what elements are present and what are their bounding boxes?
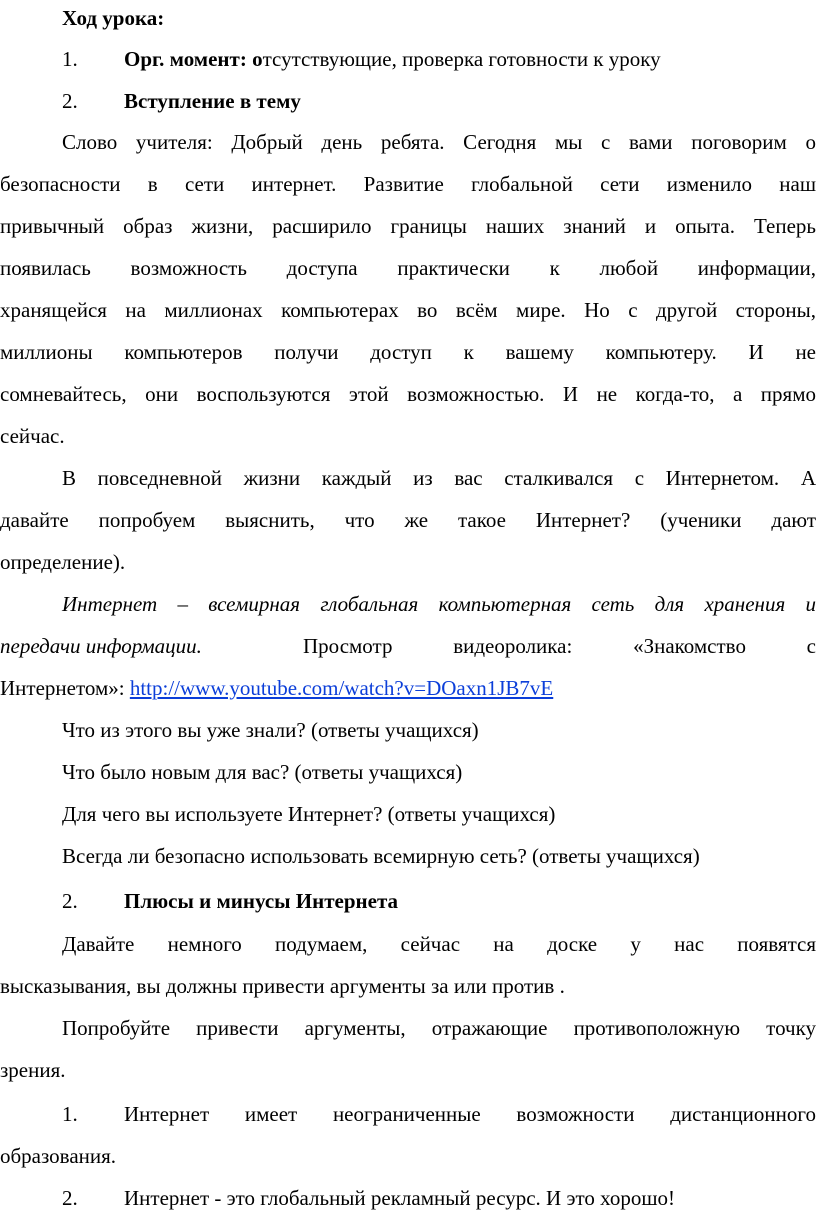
video-intro-text: Просмотр видеоролика: «Знакомство с — [303, 634, 816, 658]
paragraph-line: безопасности в сети интернет. Развитие глобальной сети изменило наш — [0, 172, 816, 196]
paragraph-line: хранящейся на миллионах компьютерах во всём мире. Но с другой стороны, — [0, 298, 816, 322]
statement-item — [0, 1183, 816, 1213]
item-text — [124, 44, 661, 74]
video-link-prefix: Интернетом»: — [0, 676, 130, 700]
paragraph-line: сомневайтесь, они воспользуются этой возможностью. И не когда-то, а прямо — [0, 382, 816, 406]
item-intro-topic — [0, 86, 816, 116]
definition-line: Интернет – всемирная глобальная компьютерная сеть для хранения и — [62, 592, 816, 616]
definition-italic: передачи информации. — [0, 634, 202, 658]
question-line: Что из этого вы уже знали? (ответы учащихся) — [62, 718, 479, 742]
paragraph-line: давайте попробуем выяснить, что же такое Интернет? (ученики дают — [0, 508, 816, 532]
paragraph-line: определение). — [0, 550, 126, 574]
paragraph-line: появилась возможность доступа практически к любой информации, — [0, 256, 816, 280]
question-line: Для чего вы используете Интернет? (ответы учащихся) — [62, 802, 556, 826]
question-line: Что было новым для вас? (ответы учащихся) — [62, 760, 463, 784]
paragraph-line: сейчас. — [0, 424, 65, 448]
item-number: 2. — [62, 89, 78, 113]
item-number: 1. — [62, 1102, 78, 1126]
video-link-line — [0, 673, 816, 703]
item-number: 1. — [62, 47, 78, 71]
statement-item — [0, 1099, 816, 1129]
statement-text: Интернет имеет неограниченные возможности дистанционного — [124, 1102, 816, 1126]
item-pros-cons — [0, 886, 816, 916]
paragraph-line: зрения. — [0, 1058, 66, 1082]
paragraph-line: миллионы компьютеров получи доступ к вашему компьютеру. И не — [0, 340, 816, 364]
video-link[interactable]: http://www.youtube.com/watch?v=DOaxn1JB7vE — [129, 676, 554, 700]
item-number: 2. — [62, 889, 78, 913]
statement-continuation: образования. — [0, 1144, 117, 1168]
paragraph-line: Попробуйте привести аргументы, отражающие противоположную точку — [62, 1016, 816, 1040]
paragraph-line: Давайте немного подумаем, сейчас на доске у нас появятся — [62, 932, 816, 956]
item-number: 2. — [62, 1186, 78, 1210]
item-bold-label: Орг. момент: о — [124, 47, 263, 71]
paragraph-line: В повседневной жизни каждый из вас сталкивался с Интернетом. А — [62, 466, 816, 490]
section-title: Плюсы и минусы Интернета — [124, 889, 399, 913]
paragraph-line: высказывания, вы должны привести аргументы за или против . — [0, 974, 565, 998]
section-title: Вступление в тему — [124, 89, 301, 113]
item-org-moment — [0, 44, 816, 74]
paragraph-line: Слово учителя: Добрый день ребята. Сегодня мы с вами поговорим о — [62, 130, 816, 154]
item-rest: тсутствующие, проверка готовности к уроку — [262, 47, 661, 71]
statement-text: Интернет - это глобальный рекламный ресурс. И это хорошо! — [124, 1186, 676, 1210]
definition-line-split — [0, 631, 816, 661]
lesson-heading: Ход урока: — [62, 6, 165, 30]
question-line: Всегда ли безопасно использовать всемирную сеть? (ответы учащихся) — [62, 844, 700, 868]
paragraph-line: привычный образ жизни, расширило границы наших знаний и опыта. Теперь — [0, 214, 816, 238]
definition-line — [0, 631, 816, 661]
